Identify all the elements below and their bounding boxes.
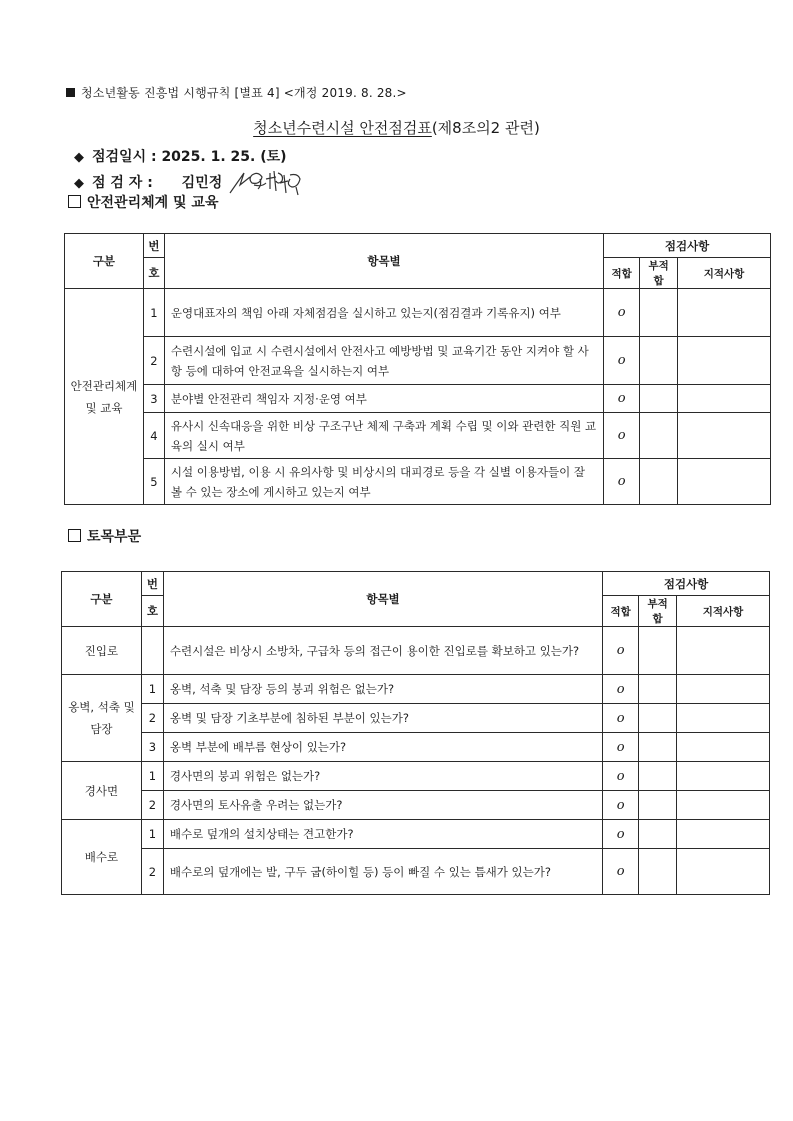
item-text: 운영대표자의 책임 아래 자체점검을 실시하고 있는지(점검결과 기록유지) 여부 <box>164 289 603 337</box>
row-number: 1 <box>141 675 163 704</box>
fail-cell <box>639 791 677 820</box>
title-main: 청소년수련시설 안전점검표 <box>253 119 432 137</box>
category-cell: 배수로 <box>62 820 142 895</box>
category-cell: 옹벽, 석축 및 담장 <box>62 675 142 762</box>
row-number: 3 <box>143 385 164 413</box>
row-number: 3 <box>141 733 163 762</box>
regulation-reference-text: 청소년활동 진흥법 시행규칙 [별표 4] <개정 2019. 8. 28.> <box>81 86 407 100</box>
pass-mark: o <box>604 413 640 459</box>
fail-cell <box>639 704 677 733</box>
fail-cell <box>640 289 678 337</box>
notes-cell <box>678 337 771 385</box>
col-category-header: 구분 <box>62 572 142 627</box>
inspection-date <box>74 146 287 166</box>
row-number <box>141 627 163 675</box>
notes-cell <box>678 289 771 337</box>
category-cell: 경사면 <box>62 762 142 820</box>
item-text: 경사면의 붕괴 위험은 없는가? <box>163 762 602 791</box>
handwritten-signature <box>226 165 310 199</box>
notes-cell <box>677 733 770 762</box>
col-num-header-2: 호 <box>143 258 164 289</box>
table-row <box>62 627 770 675</box>
item-text: 수련시설에 입교 시 수련시설에서 안전사고 예방방법 및 교육기간 동안 지켜야 할 사항 등에 대하여 안전교육을 실시하는지 여부 <box>164 337 603 385</box>
notes-cell <box>677 820 770 849</box>
table-row <box>62 675 770 704</box>
item-text: 시설 이용방법, 이용 시 유의사항 및 비상시의 대피경로 등을 각 실별 이용자들이 잘 볼 수 있는 장소에 게시하고 있는지 여부 <box>164 459 603 505</box>
checkbox-square-icon <box>68 195 81 208</box>
row-number: 1 <box>143 289 164 337</box>
table-row <box>62 704 770 733</box>
item-text: 유사시 신속대응을 위한 비상 구조구난 체제 구축과 계획 수립 및 이와 관련한 직원 교육의 실시 여부 <box>164 413 603 459</box>
fail-cell <box>639 627 677 675</box>
table-row <box>65 459 771 505</box>
item-text: 옹벽 및 담장 기초부분에 침하된 부분이 있는가? <box>163 704 602 733</box>
fail-cell <box>639 849 677 895</box>
section1-heading <box>68 192 218 212</box>
fail-cell <box>640 385 678 413</box>
col-category-header: 구분 <box>65 234 144 289</box>
pass-mark: o <box>603 675 639 704</box>
table-row <box>65 337 771 385</box>
table-row <box>65 385 771 413</box>
fail-cell <box>640 337 678 385</box>
item-text: 배수로의 덮개에는 발, 구두 굽(하이힐 등) 등이 빠질 수 있는 틈새가 있는가? <box>163 849 602 895</box>
diamond-bullet-icon: ◆ <box>74 176 84 191</box>
notes-cell <box>677 791 770 820</box>
document-title <box>0 117 793 138</box>
col-fail-header: 부적합 <box>639 596 677 627</box>
table-row <box>62 733 770 762</box>
notes-cell <box>677 762 770 791</box>
inspector-name: 김민정 <box>181 175 223 191</box>
pass-mark: o <box>603 627 639 675</box>
item-text: 경사면의 토사유출 우려는 없는가? <box>163 791 602 820</box>
table-row <box>62 762 770 791</box>
regulation-reference <box>66 84 407 101</box>
checkbox-square-icon <box>68 529 81 542</box>
row-number: 2 <box>141 849 163 895</box>
fail-cell <box>639 733 677 762</box>
notes-cell <box>678 413 771 459</box>
row-number: 5 <box>143 459 164 505</box>
civil-engineering-table <box>61 571 770 895</box>
diamond-bullet-icon: ◆ <box>74 150 84 165</box>
notes-cell <box>677 704 770 733</box>
notes-cell <box>677 627 770 675</box>
col-fail-header: 부적합 <box>640 258 678 289</box>
table-row <box>62 849 770 895</box>
notes-cell <box>677 675 770 704</box>
pass-mark: o <box>603 733 639 762</box>
pass-mark: o <box>604 337 640 385</box>
pass-mark: o <box>603 791 639 820</box>
item-text: 배수로 덮개의 설치상태는 견고한가? <box>163 820 602 849</box>
category-cell: 안전관리체계 및 교육 <box>65 289 144 505</box>
notes-cell <box>678 459 771 505</box>
col-pass-header: 적합 <box>604 258 640 289</box>
col-item-header: 항목별 <box>164 234 603 289</box>
pass-mark: o <box>603 762 639 791</box>
fail-cell <box>639 820 677 849</box>
col-check-header: 점검사항 <box>604 234 771 258</box>
title-sub: (제8조의2 관련) <box>431 119 540 137</box>
pass-mark: o <box>603 820 639 849</box>
row-number: 2 <box>143 337 164 385</box>
section2-title: 토목부문 <box>87 529 142 545</box>
bullet-square-icon <box>66 88 75 97</box>
item-text: 옹벽 부분에 배부름 현상이 있는가? <box>163 733 602 762</box>
col-num-header-1: 번 <box>141 572 163 596</box>
category-cell: 진입로 <box>62 627 142 675</box>
table-row <box>65 413 771 459</box>
section1-title: 안전관리체계 및 교육 <box>87 195 219 211</box>
fail-cell <box>639 762 677 791</box>
fail-cell <box>640 459 678 505</box>
row-number: 4 <box>143 413 164 459</box>
row-number: 2 <box>141 791 163 820</box>
pass-mark: o <box>604 459 640 505</box>
inspector-label: 점 검 자 : <box>92 175 153 191</box>
row-number: 2 <box>141 704 163 733</box>
col-num-header-2: 호 <box>141 596 163 627</box>
table-row <box>62 791 770 820</box>
fail-cell <box>640 413 678 459</box>
table-row <box>65 289 771 337</box>
col-pass-header: 적합 <box>603 596 639 627</box>
col-check-header: 점검사항 <box>603 572 770 596</box>
notes-cell <box>678 385 771 413</box>
col-notes-header: 지적사항 <box>677 596 770 627</box>
col-notes-header: 지적사항 <box>678 258 771 289</box>
table-row <box>62 820 770 849</box>
item-text: 옹벽, 석축 및 담장 등의 붕괴 위험은 없는가? <box>163 675 602 704</box>
fail-cell <box>639 675 677 704</box>
pass-mark: o <box>603 704 639 733</box>
section2-heading <box>68 526 141 546</box>
col-num-header-1: 번 <box>143 234 164 258</box>
item-text: 분야별 안전관리 책임자 지정·운영 여부 <box>164 385 603 413</box>
pass-mark: o <box>603 849 639 895</box>
pass-mark: o <box>604 385 640 413</box>
pass-mark: o <box>604 289 640 337</box>
notes-cell <box>677 849 770 895</box>
inspection-date-text: 점검일시 : 2025. 1. 25. (토) <box>92 149 287 165</box>
row-number: 1 <box>141 762 163 791</box>
item-text: 수련시설은 비상시 소방차, 구급차 등의 접근이 용이한 진입로를 확보하고 있는가? <box>163 627 602 675</box>
inspector <box>74 172 222 192</box>
col-item-header: 항목별 <box>163 572 602 627</box>
safety-management-table <box>64 233 771 505</box>
row-number: 1 <box>141 820 163 849</box>
